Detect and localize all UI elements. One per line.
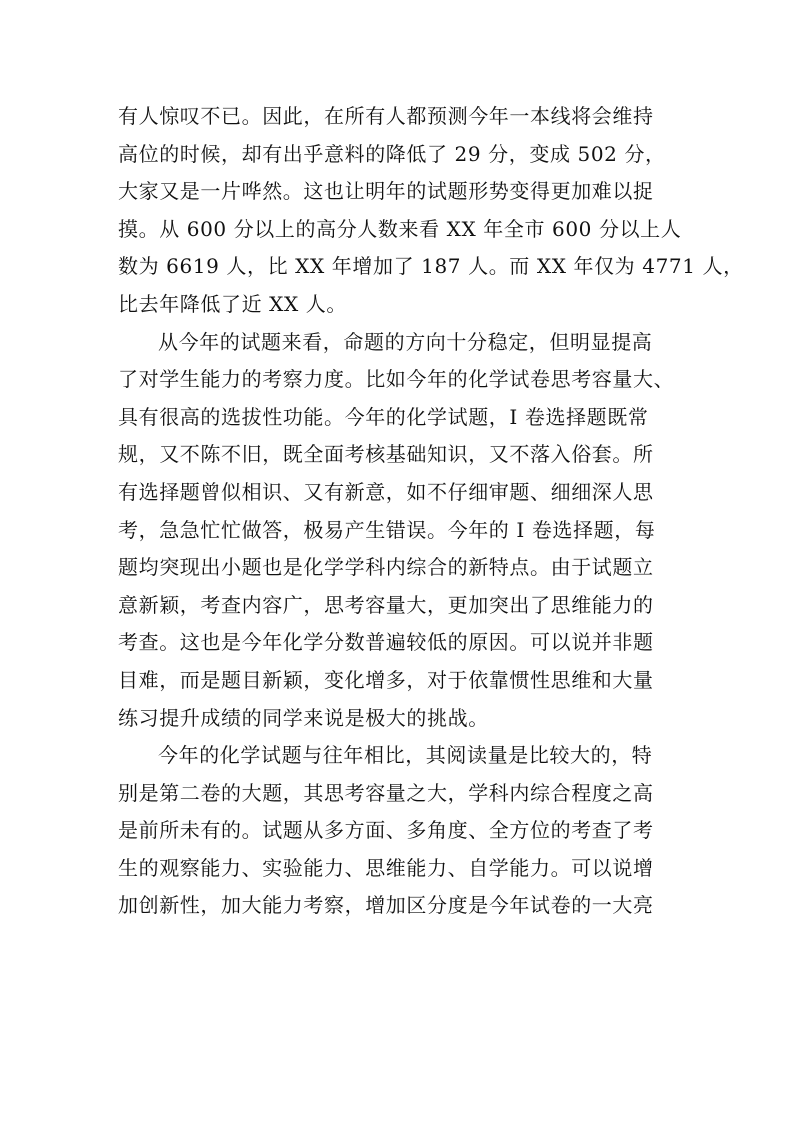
text-line: 了对学生能力的考察力度。比如今年的化学试卷思考容量大、 <box>118 367 675 392</box>
text-line: 考，急急忙忙做答，极易产生错误。今年的 I 卷选择题，每 <box>118 517 656 542</box>
text-line: 具有很高的选拔性功能。今年的化学试题，I 卷选择题既常 <box>118 404 649 429</box>
text-line: 别是第二卷的大题，其思考容量之大，学科内综合程度之高 <box>118 780 654 805</box>
text-line: 题均突现出小题也是化学学科内综合的新特点。由于试题立 <box>118 555 654 580</box>
text-line: 目难，而是题目新颖，变化增多，对于依靠惯性思维和大量 <box>118 667 654 692</box>
text-line: 有选择题曾似相识、又有新意，如不仔细审题、细细深人思 <box>118 479 654 504</box>
text-line: 是前所未有的。试题从多方面、多角度、全方位的考查了考 <box>118 818 654 843</box>
text-line: 比去年降低了近 XX 人。 <box>118 291 347 316</box>
text-line: 考查。这也是今年化学分数普遍较低的原因。可以说并非题 <box>118 630 654 655</box>
paragraph-3 <box>118 737 682 925</box>
text-line: 意新颖，考查内容广，思考容量大，更加突出了思维能力的 <box>118 592 654 617</box>
text-line-indented: 今年的化学试题与往年相比，其阅读量是比较大的，特 <box>158 743 653 768</box>
text-line: 有人惊叹不已。因此，在所有人都预测今年一本线将会维持 <box>118 104 654 128</box>
text-line: 摸。从 600 分以上的高分人数来看 XX 年全市 600 分以上人 <box>118 216 682 241</box>
text-line: 数为 6619 人，比 XX 年增加了 187 人。而 XX 年仅为 4771 人， <box>118 254 744 279</box>
text-line: 练习提升成绩的同学来说是极大的挑战。 <box>118 705 489 730</box>
paragraph-1 <box>118 98 744 324</box>
text-line: 加创新性，加大能力考察，增加区分度是今年试卷的一大亮 <box>118 893 654 918</box>
text-line: 生的观察能力、实验能力、思维能力、自学能力。可以说增 <box>118 855 654 880</box>
text-line-indented: 从今年的试题来看，命题的方向十分稳定，但明显提高 <box>158 329 653 354</box>
text-line: 高位的时候，却有出乎意料的降低了 29 分，变成 502 分， <box>118 141 666 166</box>
text-line: 规，又不陈不旧，既全面考核基础知识，又不落入俗套。所 <box>118 442 654 467</box>
text-line: 大家又是一片哗然。这也让明年的试题形势变得更加难以捉 <box>118 179 654 204</box>
paragraph-2 <box>118 324 682 738</box>
document-body <box>118 98 744 925</box>
